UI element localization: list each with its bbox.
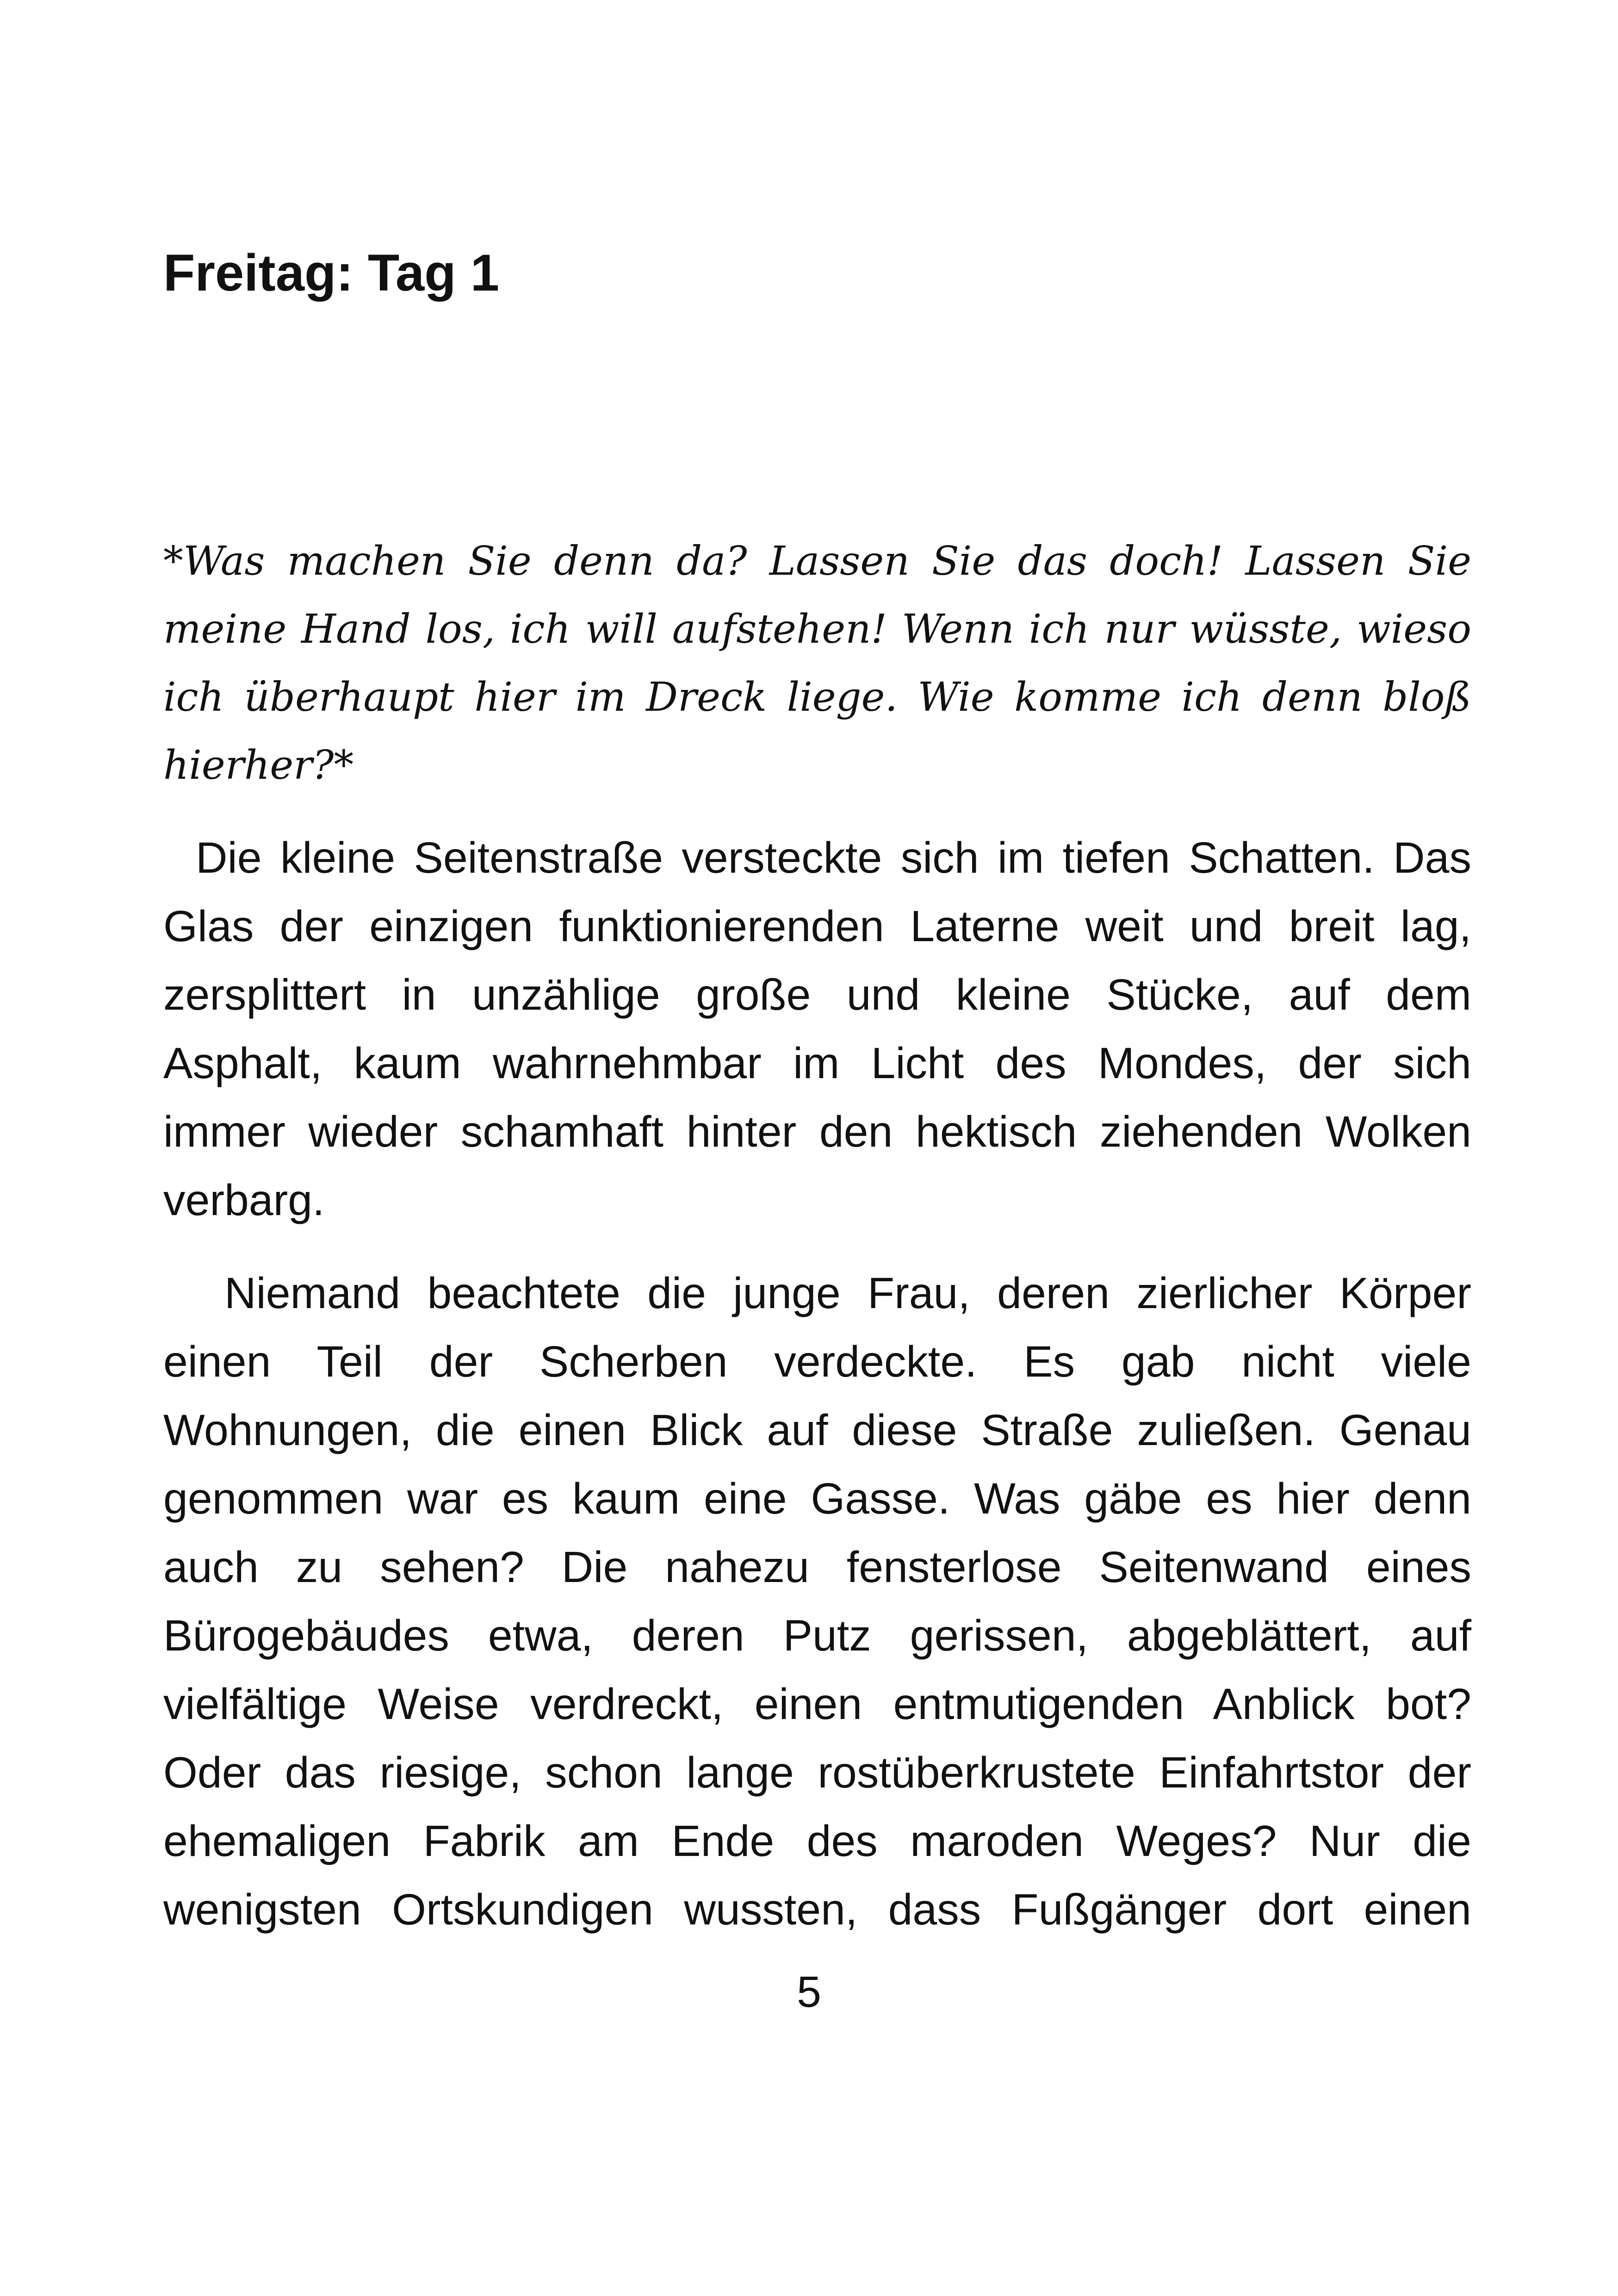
- text-line: meine Hand los, ich will aufstehen! Wenn ich nur wüsste, wieso: [163, 606, 1471, 652]
- text-line: Niemand beachtete die junge Frau, deren zierlicher Körper: [224, 1269, 1471, 1318]
- text-line: Oder das riesige, schon lange rostüberkrustete Einfahrtstor der: [163, 1748, 1471, 1797]
- chapter-title: Freitag: Tag 1: [163, 244, 500, 302]
- text-line: verbarg.: [163, 1176, 325, 1225]
- text-line: immer wieder schamhaft hinter den hektisch ziehenden Wolken: [163, 1107, 1471, 1156]
- text-line: auch zu sehen? Die nahezu fensterlose Seitenwand eines: [163, 1543, 1471, 1592]
- text-line: ich überhaupt hier im Dreck liege. Wie komme ich denn bloß: [163, 674, 1471, 720]
- italic-thought-passage: [163, 527, 1471, 800]
- text-line: genommen war es kaum eine Gasse. Was gäbe es hier denn: [163, 1474, 1471, 1523]
- text-line: Wohnungen, die einen Blick auf diese Straße zuließen. Genau: [163, 1406, 1471, 1455]
- text-line: Die kleine Seitenstraße versteckte sich im tiefen Schatten. Das: [196, 833, 1471, 882]
- text-line: hierher?*: [163, 742, 354, 788]
- paragraph-2: [163, 1259, 1471, 1944]
- text-line: vielfältige Weise verdreckt, einen entmutigenden Anblick bot?: [163, 1680, 1471, 1729]
- text-line: zersplittert in unzählige große und kleine Stücke, auf dem: [163, 970, 1471, 1019]
- text-line: ehemaligen Fabrik am Ende des maroden Weges? Nur die: [163, 1817, 1471, 1866]
- page-number: 5: [797, 1967, 821, 2017]
- paragraph-1: [163, 824, 1471, 1235]
- text-line: *Was machen Sie denn da? Lassen Sie das doch! Lassen Sie: [163, 538, 1471, 584]
- text-line: einen Teil der Scherben verdeckte. Es gab nicht viele: [163, 1337, 1471, 1386]
- text-line: Glas der einzigen funktionierenden Laterne weit und breit lag,: [163, 902, 1471, 951]
- text-line: wenigsten Ortskundigen wussten, dass Fußgänger dort einen: [163, 1885, 1471, 1934]
- text-line: Bürogebäudes etwa, deren Putz gerissen, abgeblättert, auf: [163, 1611, 1471, 1660]
- text-line: Asphalt, kaum wahrnehmbar im Licht des Mondes, der sich: [163, 1039, 1471, 1088]
